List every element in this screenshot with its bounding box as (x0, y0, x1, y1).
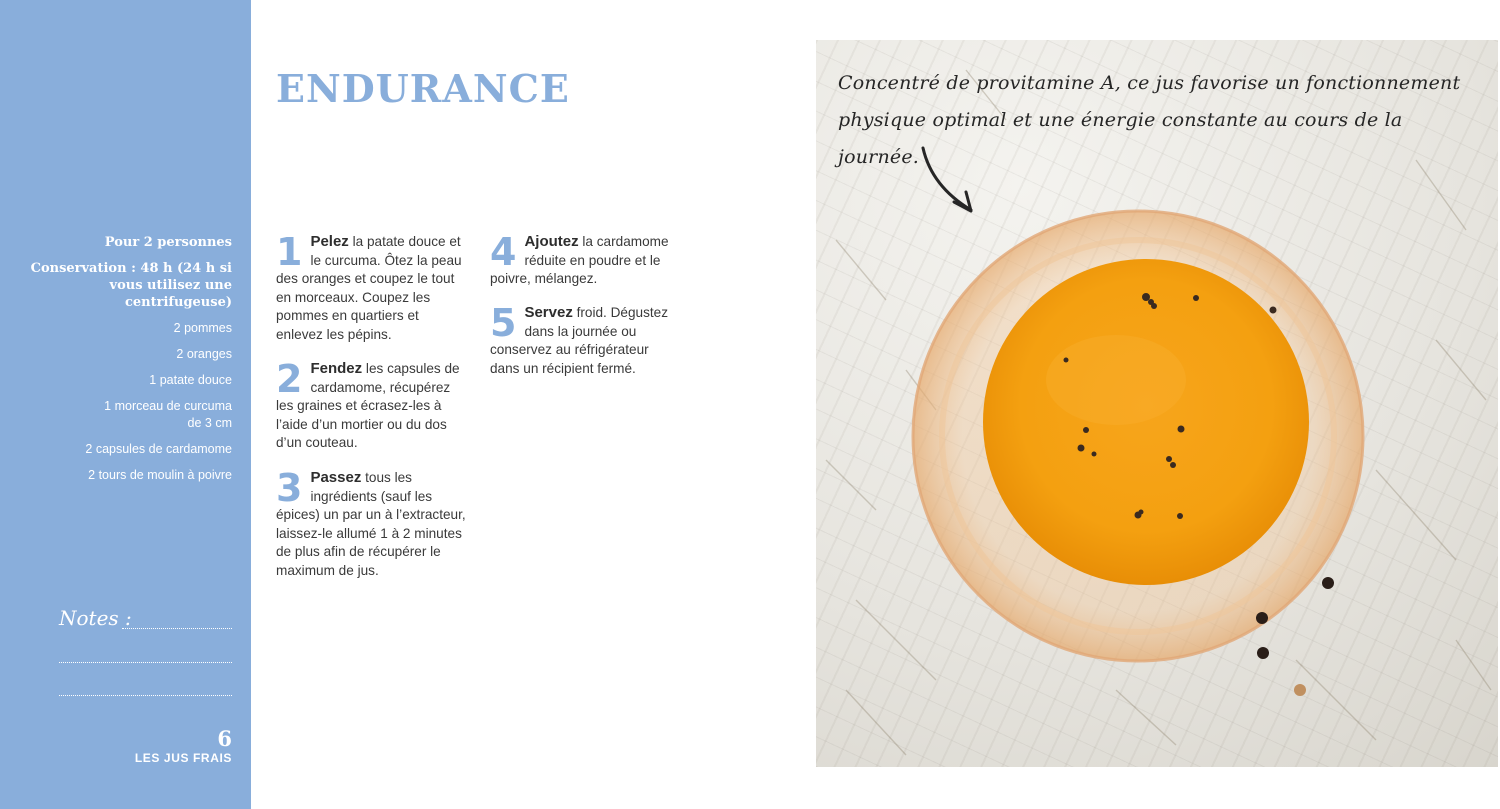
ingredient-item: 2 oranges (176, 347, 232, 361)
section-name: LES JUS FRAIS (134, 751, 232, 765)
notes-label: Notes : (59, 606, 132, 630)
ingredient-list (12, 320, 232, 493)
step-number: 1 (276, 230, 303, 274)
step-verb: Pelez (310, 233, 349, 250)
recipe-step (276, 466, 468, 581)
step-number: 2 (276, 357, 303, 401)
notes-line[interactable] (59, 662, 232, 663)
step-number: 5 (490, 301, 517, 345)
recipe-step (490, 230, 680, 289)
photo-caption: Concentré de provitamine A, ce jus favorise un fonctionnement physique optimal et une énergie constante au cours de la journée. (838, 72, 1461, 168)
ingredient-item: 2 capsules de cardamome (85, 442, 232, 456)
step-verb: Servez (524, 304, 573, 321)
ingredient-item: 2 tours de moulin à poivre (88, 468, 232, 482)
recipe-step (490, 301, 680, 378)
recipe-title: ENDURANCE (276, 66, 570, 111)
step-text: la patate douce et le curcuma. Ôtez la peau des oranges et coupez le tout en morceaux. Coupez les pommes en quartiers et enlevez les pépins. (276, 234, 462, 342)
sidebar (0, 0, 251, 809)
recipe-step (276, 357, 468, 453)
ingredient-item: 1 patate douce (149, 373, 232, 387)
step-number: 4 (490, 230, 517, 274)
juice-photo (816, 40, 1498, 767)
step-number: 3 (276, 466, 303, 510)
step-verb: Ajoutez (524, 233, 579, 250)
step-verb: Fendez (310, 360, 363, 377)
step-verb: Passez (310, 469, 362, 486)
servings: Pour 2 personnes (104, 235, 232, 250)
ingredient-item: 1 morceau de curcuma de 3 cm (104, 399, 232, 430)
step-text: froid. Dégustez dans la journée ou conservez au réfrigérateur dans un récipient fermé. (490, 305, 669, 376)
conservation-note: Conservation : 48 h (24 h si vous utilisez une centrifugeuse) (30, 261, 232, 310)
page-number: 6 (217, 726, 232, 751)
step-text: la cardamome réduite en poudre et le poivre, mélangez. (490, 234, 669, 287)
notes-line[interactable] (122, 628, 232, 629)
step-text: les capsules de cardamome, récupérez les graines et écrasez-les à l’aide d’un mortier ou du dos d’un couteau. (276, 361, 460, 451)
step-text: tous les ingrédients (sauf les épices) un par un à l’extracteur, laissez-le allumé 1 à 2 minutes de plus afin de récupérer le maximum de jus. (276, 470, 466, 578)
ingredient-item: 2 pommes (173, 321, 232, 335)
notes-line[interactable] (59, 695, 232, 696)
recipe-step (276, 230, 464, 345)
